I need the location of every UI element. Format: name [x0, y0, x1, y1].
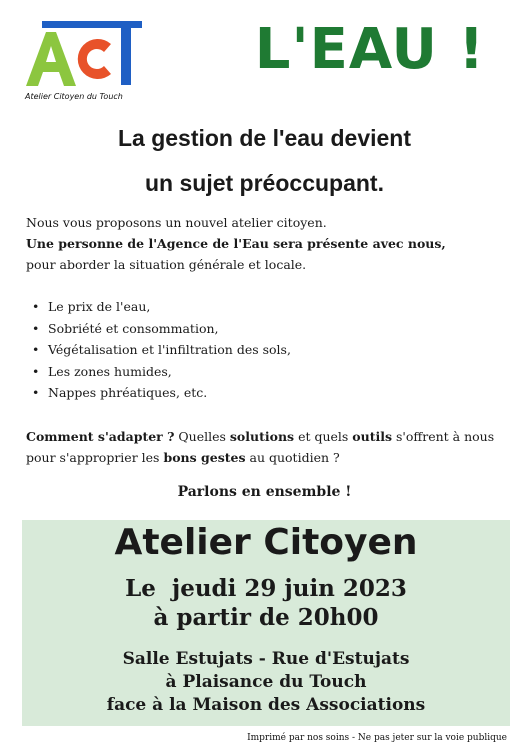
- event-place-3: face à la Maison des Associations: [106, 695, 426, 715]
- question-bold-5: outils: [352, 429, 393, 444]
- question-text-9: au quotidien ?: [245, 450, 340, 465]
- question-bold-3: solutions: [229, 429, 295, 444]
- event-place-1: Salle Estujats - Rue d'Estujats: [122, 649, 410, 669]
- event-place-2: à Plaisance du Touch: [165, 672, 367, 692]
- list-item: • Nappes phréatiques, etc.: [26, 382, 291, 404]
- question-line-1: [26, 426, 506, 447]
- act-logo: [22, 18, 147, 104]
- event-location: [22, 648, 510, 717]
- list-item: • Le prix de l'eau,: [26, 296, 291, 318]
- question-text-2: Quelles: [174, 429, 230, 444]
- question-bold-1: Comment s'adapter ?: [26, 429, 175, 444]
- question-text-4: et quels: [294, 429, 353, 444]
- event-date: Le jeudi 29 juin 2023: [125, 575, 407, 602]
- footer-note: Imprimé par nos soins - Ne pas jeter sur la voie publique: [247, 733, 507, 743]
- page-title: L'EAU !: [254, 17, 485, 82]
- event-datetime: [22, 574, 510, 632]
- question-bold-8: bons gestes: [163, 450, 246, 465]
- headline-line-2: un sujet préoccupant.: [145, 170, 384, 196]
- event-title: Atelier Citoyen: [114, 522, 418, 563]
- act-logo-mark: [22, 18, 147, 92]
- closing-text: Parlons en ensemble !: [177, 484, 352, 500]
- event-panel: [22, 520, 510, 726]
- event-time: à partir de 20h00: [153, 604, 379, 631]
- list-item: • Sobriété et consommation,: [26, 318, 291, 340]
- question-text-7: pour s'approprier les: [26, 450, 164, 465]
- intro-line-2: Une personne de l'Agence de l'Eau sera présente avec nous,: [26, 236, 446, 251]
- question-text: [26, 426, 506, 468]
- list-item: • Les zones humides,: [26, 361, 291, 383]
- headline-line-1: La gestion de l'eau devient: [117, 125, 412, 151]
- intro-text: [26, 212, 446, 275]
- question-text-6: s'offrent à nous: [392, 429, 495, 444]
- intro-line-3: pour aborder la situation générale et locale.: [26, 257, 307, 272]
- list-item: • Végétalisation et l'infiltration des sols,: [26, 339, 291, 361]
- topics-list: [26, 296, 291, 404]
- intro-line-1: Nous vous proposons un nouvel atelier citoyen.: [26, 215, 327, 230]
- logo-caption: Atelier Citoyen du Touch: [25, 92, 123, 101]
- question-line-2: [26, 447, 506, 468]
